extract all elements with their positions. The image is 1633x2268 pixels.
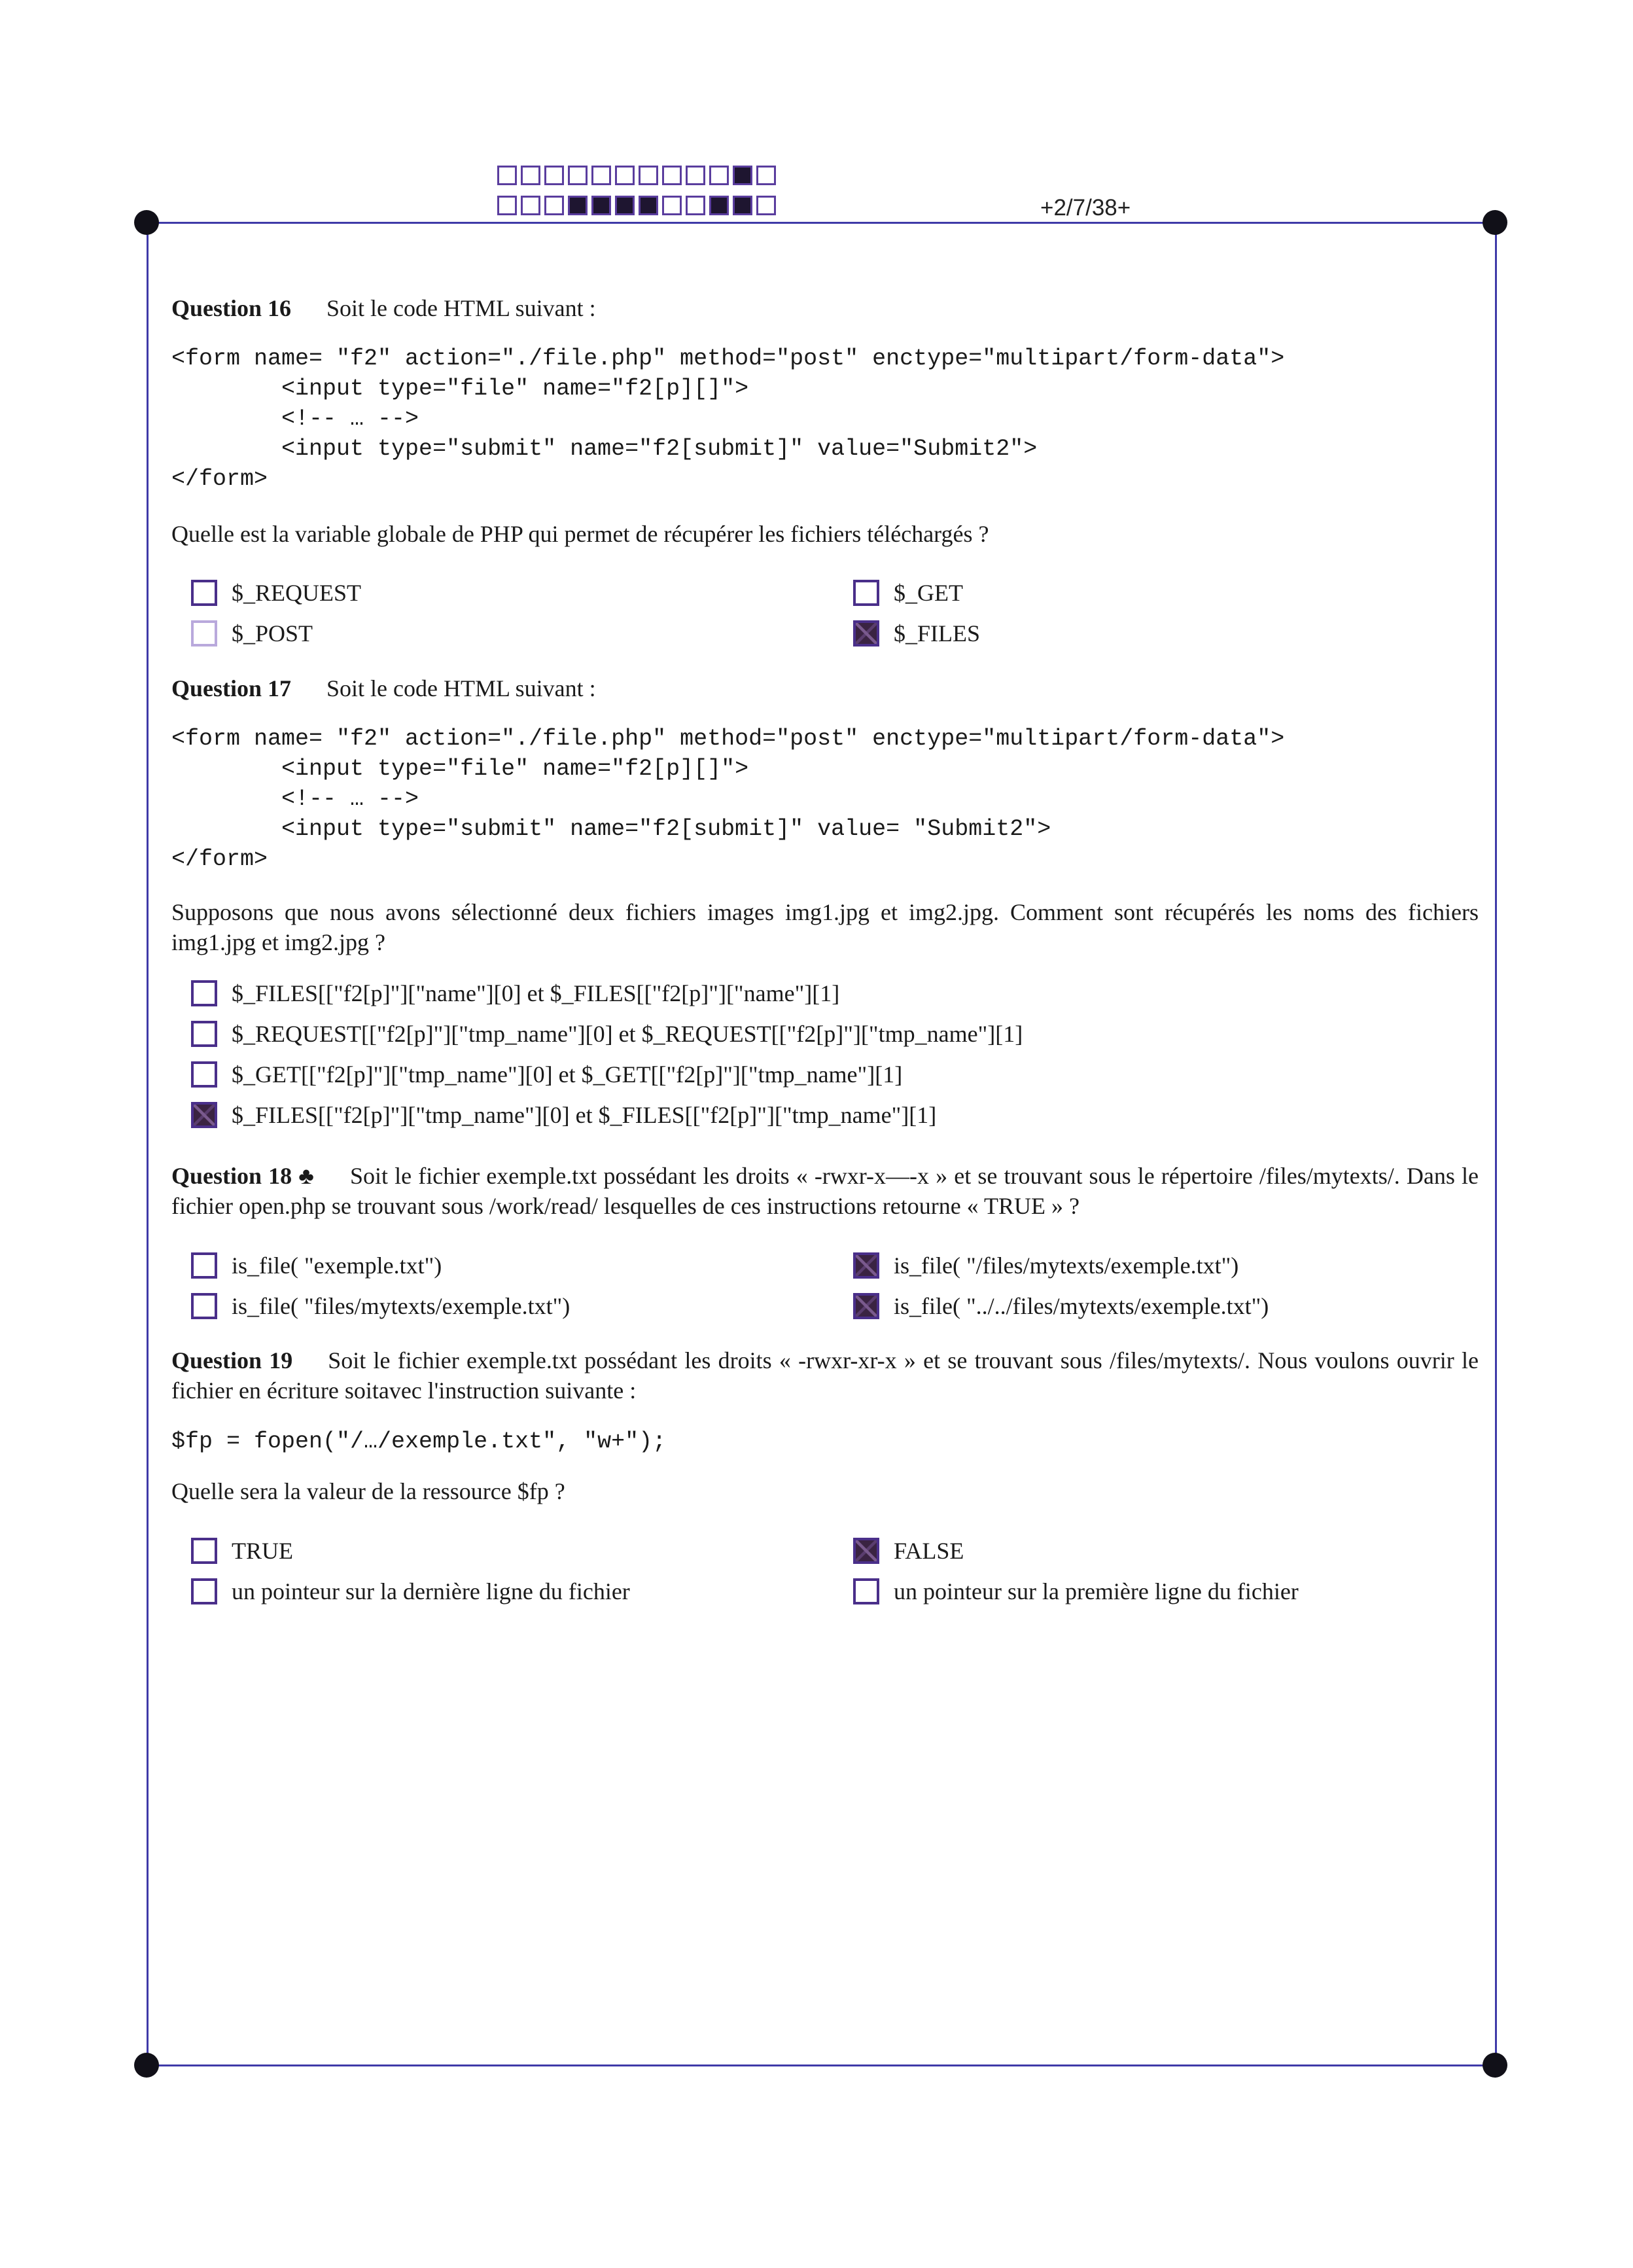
- option-label: $_FILES: [894, 620, 981, 647]
- frame-top-line: [147, 222, 1497, 224]
- page-code-cell: [544, 166, 564, 185]
- q16-header: [171, 293, 1479, 323]
- frame-right-line: [1495, 223, 1497, 2065]
- page-code-cell: [591, 166, 611, 185]
- option-label: $_GET[["f2[p]"]["tmp_name"][0] et $_GET[["f2[p]"]["tmp_name"][1]: [232, 1061, 903, 1088]
- page-code-cell: [521, 166, 540, 185]
- option-label: is_file( "exemple.txt"): [232, 1252, 442, 1279]
- q18-option-1[interactable]: [191, 1251, 442, 1280]
- q17-code-line: <form name= "f2" action="./file.php" method="post" enctype="multipart/form-data">: [171, 726, 1285, 752]
- q16-prompt: Quelle est la variable globale de PHP qui permet de récupérer les fichiers téléchargés ?: [171, 521, 989, 547]
- option-label: $_REQUEST[["f2[p]"]["tmp_name"][0] et $_REQUEST[["f2[p]"]["tmp_name"][1]: [232, 1021, 1023, 1047]
- q16-option-2[interactable]: [853, 578, 963, 607]
- page-code-cell: [591, 196, 611, 215]
- q16-intro: Soit le code HTML suivant :: [326, 295, 596, 321]
- checkbox-checked[interactable]: [191, 1102, 217, 1128]
- q17-label: Question 17: [171, 675, 292, 701]
- page-code-cell: [709, 166, 729, 185]
- q16-code-line: </form>: [171, 466, 268, 492]
- corner-mark-bottom-left: [134, 2053, 159, 2078]
- q16-code-block: [171, 344, 1284, 494]
- page-code-cell: [662, 166, 682, 185]
- q17-header: [171, 673, 1479, 703]
- page-code-cell: [615, 166, 635, 185]
- q16-label: Question 16: [171, 295, 292, 321]
- checkbox[interactable]: [191, 1061, 217, 1088]
- q19-code-line: $fp = fopen("/…/exemple.txt", "w+");: [171, 1428, 667, 1455]
- page-code-cell: [568, 196, 588, 215]
- q18-text: [171, 1161, 1479, 1221]
- page-code-cell: [756, 196, 776, 215]
- page-code-cell: [733, 196, 752, 215]
- q19-prompt: Soit le fichier exemple.txt possédant les droits « -rwxr-xr-x » et se trouvant sous /files/mytexts/. Nous voulons ouvrir le fichier en écriture soitavec l'instruction suivante :: [171, 1347, 1479, 1404]
- q17-code-line: <input type="file" name="f2[p][]">: [171, 756, 749, 782]
- checkbox[interactable]: [191, 1021, 217, 1047]
- q17-intro: Soit le code HTML suivant :: [326, 675, 596, 701]
- q17-code-line: <!-- … -->: [171, 786, 419, 812]
- q16-option-4[interactable]: [853, 619, 980, 648]
- option-label: un pointeur sur la dernière ligne du fichier: [232, 1578, 630, 1604]
- q18-option-2[interactable]: [853, 1251, 1238, 1280]
- checkbox[interactable]: [191, 1578, 217, 1604]
- option-label: is_file( "../../files/mytexts/exemple.txt"): [894, 1293, 1269, 1319]
- page-code-cell: [756, 166, 776, 185]
- checkbox[interactable]: [191, 580, 217, 606]
- option-label: $_FILES[["f2[p]"]["name"][0] et $_FILES[["f2[p]"]["name"][1]: [232, 980, 840, 1006]
- q19-label: Question 19: [171, 1347, 293, 1373]
- q17-code-line: <input type="submit" name="f2[submit]" value= "Submit2">: [171, 816, 1051, 842]
- page-code-cell: [497, 196, 517, 215]
- corner-mark-top-right: [1483, 210, 1507, 235]
- option-label: TRUE: [232, 1538, 293, 1564]
- q16-code-line: <!-- … -->: [171, 406, 419, 432]
- corner-mark-bottom-right: [1483, 2053, 1507, 2078]
- page-code-cell: [709, 196, 729, 215]
- q17-prompt: Supposons que nous avons sélectionné deux fichiers images img1.jpg et img2.jpg. Comment sont récupérés les noms des fichiers img1.jpg et img2.jpg ?: [171, 899, 1479, 955]
- option-label: $_FILES[["f2[p]"]["tmp_name"][0] et $_FILES[["f2[p]"]["tmp_name"][1]: [232, 1102, 937, 1128]
- frame-bottom-line: [147, 2064, 1497, 2066]
- q16-option-3[interactable]: [191, 619, 313, 648]
- checkbox[interactable]: [853, 1578, 879, 1604]
- option-label: FALSE: [894, 1538, 964, 1564]
- option-label: is_file( "/files/mytexts/exemple.txt"): [894, 1252, 1239, 1279]
- checkbox-checked[interactable]: [853, 620, 879, 647]
- page-id: +2/7/38+: [1040, 195, 1131, 221]
- q17-option-2[interactable]: [191, 1019, 1023, 1048]
- checkbox[interactable]: [191, 980, 217, 1006]
- checkbox-checked[interactable]: [853, 1252, 879, 1279]
- option-label: $_REQUEST: [232, 580, 361, 606]
- checkbox[interactable]: [191, 1538, 217, 1564]
- page-code-cell: [733, 166, 752, 185]
- checkbox-checked[interactable]: [853, 1538, 879, 1564]
- q18-prompt: Soit le fichier exemple.txt possédant les droits « -rwxr-x—-x » et se trouvant sous le répertoire /files/mytexts/. Dans le fichier open.php se trouvant sous /work/read/ lesquelles de ces instructions retourne « TRUE » ?: [171, 1163, 1479, 1219]
- q17-option-4[interactable]: [191, 1101, 936, 1129]
- checkbox-checked[interactable]: [853, 1293, 879, 1319]
- page-code-cell: [497, 166, 517, 185]
- q18-option-4[interactable]: [853, 1292, 1269, 1320]
- frame-left-line: [147, 223, 149, 2065]
- q19-option-4[interactable]: [853, 1577, 1299, 1606]
- option-label: is_file( "files/mytexts/exemple.txt"): [232, 1293, 571, 1319]
- q18-label: Question 18 ♣: [171, 1163, 315, 1189]
- q17-option-1[interactable]: [191, 979, 839, 1008]
- option-label: $_POST: [232, 620, 313, 647]
- page-code-row-2: [497, 194, 785, 217]
- q19-option-3[interactable]: [191, 1577, 630, 1606]
- page-code-row-1: [497, 164, 785, 187]
- page-code-cell: [686, 166, 705, 185]
- q19-option-1[interactable]: [191, 1536, 293, 1565]
- q19-text: [171, 1345, 1479, 1406]
- checkbox[interactable]: [191, 1293, 217, 1319]
- page-code-cell: [639, 166, 658, 185]
- q16-option-1[interactable]: [191, 578, 361, 607]
- corner-mark-top-left: [134, 210, 159, 235]
- option-label: un pointeur sur la première ligne du fichier: [894, 1578, 1299, 1604]
- q18-option-3[interactable]: [191, 1292, 570, 1320]
- page-code-cell: [639, 196, 658, 215]
- page-code-cell: [544, 196, 564, 215]
- checkbox[interactable]: [191, 620, 217, 647]
- option-label: $_GET: [894, 580, 963, 606]
- page-code-cell: [686, 196, 705, 215]
- page-code-cell: [568, 166, 588, 185]
- q17-code-line: </form>: [171, 846, 268, 872]
- q16-code-line: <input type="file" name="f2[p][]">: [171, 376, 749, 402]
- checkbox[interactable]: [191, 1252, 217, 1279]
- q19-option-2[interactable]: [853, 1536, 964, 1565]
- checkbox[interactable]: [853, 580, 879, 606]
- q16-code-line: <input type="submit" name="f2[submit]" value="Submit2">: [171, 436, 1038, 462]
- page-code-cell: [521, 196, 540, 215]
- page-code-cell: [662, 196, 682, 215]
- page-code-cell: [615, 196, 635, 215]
- q16-code-line: <form name= "f2" action="./file.php" method="post" enctype="multipart/form-data">: [171, 346, 1285, 372]
- q17-option-3[interactable]: [191, 1060, 902, 1089]
- q19-prompt2: Quelle sera la valeur de la ressource $fp ?: [171, 1478, 565, 1504]
- q17-code-block: [171, 724, 1284, 874]
